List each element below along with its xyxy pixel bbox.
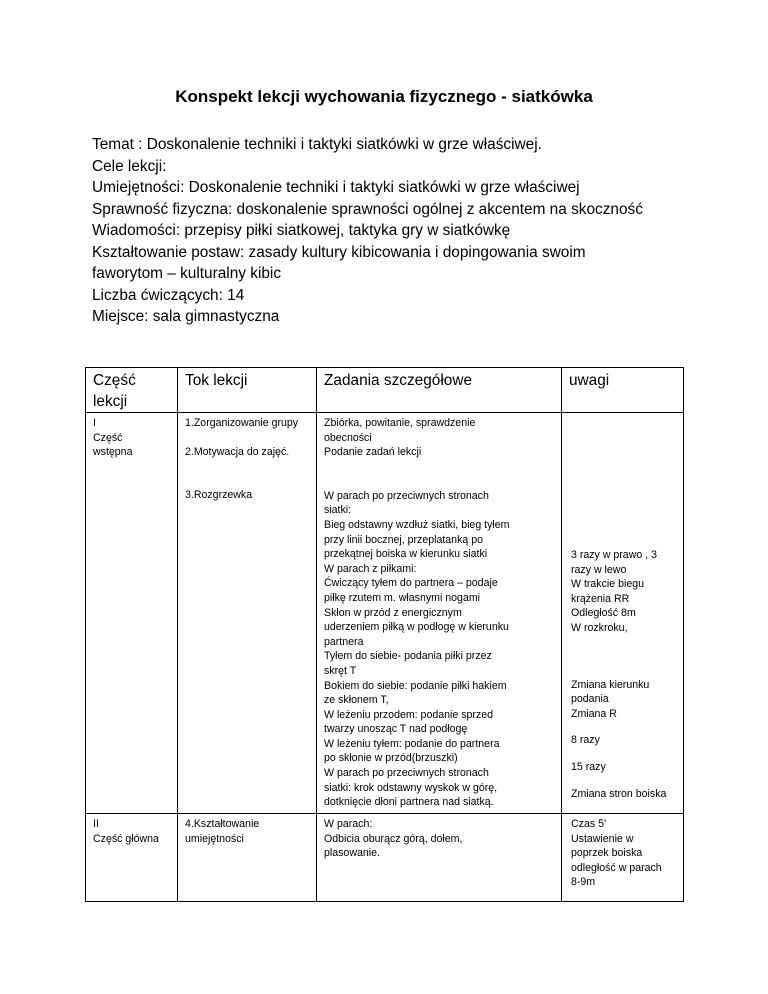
attitudes-line-cont: faworytom – kulturalny kibic [92,265,282,282]
lesson-table [85,367,684,902]
notes-cell: Czas 5’ Ustawienie w poprzek boiska odległość w parach 8-9m [562,814,684,902]
notes-cell: 3 razy w prawo , 3 razy w lewo W trakcie biegu krążenia RR Odległość 8m W rozkroku, Zmiana kierunku podania Zmiana R 8 razy 15 razy Zmiana stron boiska [562,413,684,814]
tasks-cell: W parach: Odbicia oburącz górą, dołem, plasowanie. [317,814,562,902]
course-cell: 4.Kształtowanie umiejętności [178,814,317,902]
course-cell: 1.Zorganizowanie grupy 2.Motywacja do zajęć. 3.Rozgrzewka [178,413,317,814]
lesson-intro [92,134,692,328]
skills-line: Umiejętności: Doskonalenie techniki i taktyki siatkówki w grze właściwej [92,179,580,196]
table-header-row [86,368,684,413]
header-notes: uwagi [562,368,684,413]
part-cell: II Część główna [86,814,178,902]
document-title: Konspekt lekcji wychowania fizycznego - siatkówka [175,87,593,106]
header-course: Tok lekcji [178,368,317,413]
part-cell: I Część wstępna [86,413,178,814]
goals-heading: Cele lekcji: [92,157,167,175]
table-row [86,413,684,814]
topic-line: Temat : Doskonalenie techniki i taktyki siatkówki w grze właściwej. [92,136,542,153]
header-part: Część lekcji [86,368,178,413]
participants-line: Liczba ćwiczących: 14 [92,286,245,304]
place-line: Miejsce: sala gimnastyczna [92,308,280,325]
attitudes-line: Kształtowanie postaw: zasady kultury kibicowania i dopingowania swoim [92,243,586,261]
table-row [86,814,684,902]
knowledge-line: Wiadomości: przepisy piłki siatkowej, taktyka gry w siatkówkę [92,222,511,239]
header-tasks: Zadania szczegółowe [317,368,562,413]
fitness-line: Sprawność fizyczna: doskonalenie sprawności ogólnej z akcentem na skoczność [92,200,643,218]
tasks-cell: Zbiórka, powitanie, sprawdzenie obecności Podanie zadań lekcji W parach po przeciwnych stronach siatki: Bieg odstawny wzdłuż siatki, bieg tyłem przy linii bocznej, przeplatanką po przekątnej boiska w kierunku siatki W parach z piłkami: Ćwiczący tyłem do partnera – podaje piłkę rzutem m. własnymi nogami Skłon w przód z energicznym uderzeniem piłką w podłogę w kierunku partnera Tyłem do siebie- podania piłki przez skręt T Bokiem do siebie: podanie piłki hakiem ze skłonem T, W leżeniu przodem: podanie sprzed twarzy unosząc T nad podłogę W leżeniu tyłem: podanie do partnera po skłonie w przód(brzuszki) W parach po przeciwnych stronach siatki: krok odstawny wyskok w górę, dotknięcie dłoni partnera nad siatką. [317,413,562,814]
